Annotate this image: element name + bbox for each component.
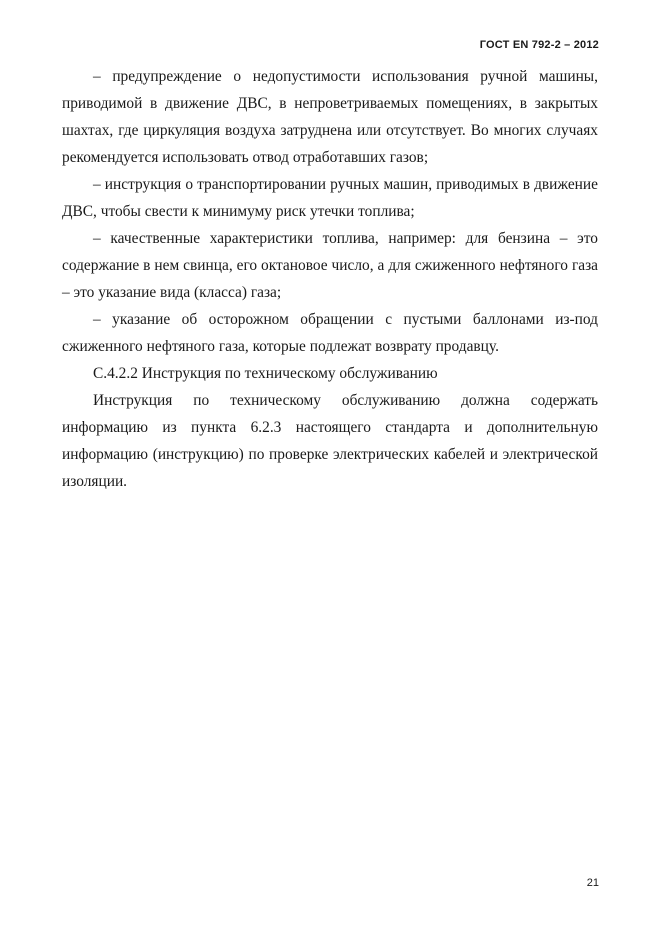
list-item-fuel-characteristics: – качественные характеристики топлива, например: для бензина – это содержание в нем свинца, его октановое число, а для сжиженного нефтяного газа – это указание вида (класса) газа; <box>62 230 598 301</box>
section-text: Инструкция по техническому обслуживанию должна содержать информацию из пункта 6.2.3 настоящего стандарта и дополнительную информацию (инструкцию) по проверке электрических кабелей и электрической изоляции. <box>62 392 598 490</box>
list-item-transport-instruction: – инструкция о транспортировании ручных машин, приводимых в движение ДВС, чтобы свести к минимуму риск утечки топлива; <box>62 176 598 220</box>
standard-header: ГОСТ EN 792-2 – 2012 <box>479 39 599 51</box>
list-item-ventilation-warning: – предупреждение о недопустимости использования ручной машины, приводимой в движение ДВС, в непроветриваемых помещениях, в закрытых шахтах, где циркуляция воздуха затруднена или отсутствует. Во многих случаях рекомендуется использовать отвод отработавших газов; <box>62 68 598 166</box>
document-body <box>62 63 598 495</box>
section-title: С.4.2.2 Инструкция по техническому обслуживанию <box>93 365 438 382</box>
list-item-empty-cylinders: – указание об осторожном обращении с пустыми баллонами из-под сжиженного нефтяного газа, которые подлежат возврату продавцу. <box>62 311 598 355</box>
page-number: 21 <box>586 877 599 889</box>
